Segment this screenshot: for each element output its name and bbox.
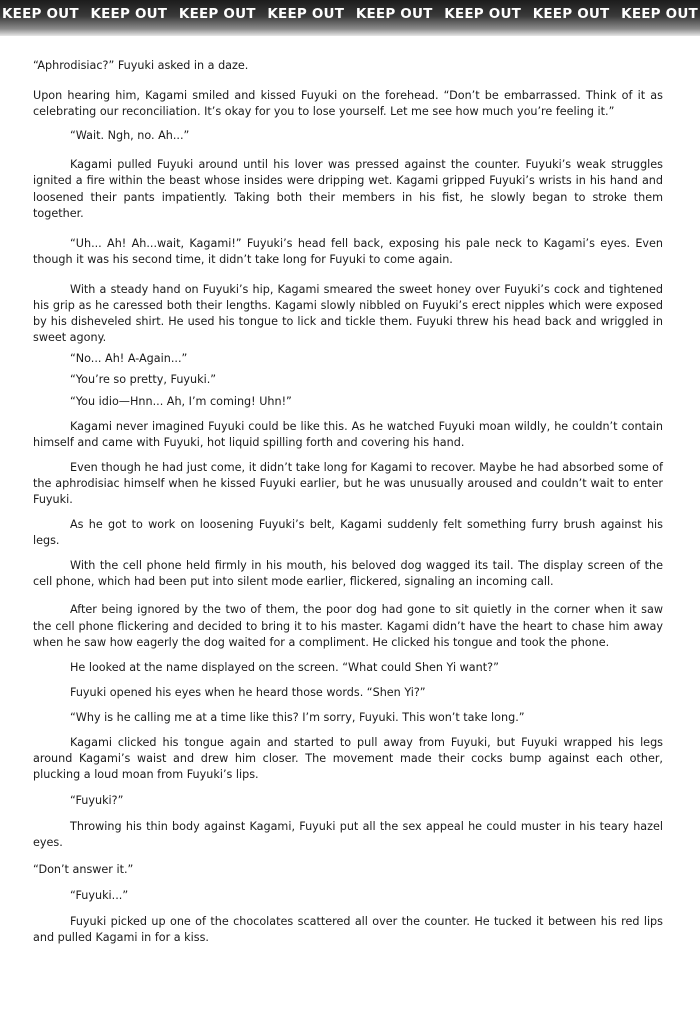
paragraph: “You idio—Hnn... Ah, I’m coming! Uhn!” xyxy=(70,394,292,408)
story-text xyxy=(33,58,663,946)
banner-word: KEEP OUT xyxy=(444,6,522,22)
paragraph: Fuyuki picked up one of the chocolates scattered all over the counter. He tucked it between his red lips and pulled Kagami in for a kiss. xyxy=(33,914,663,944)
banner-word: KEEP OUT xyxy=(2,6,79,22)
banner-word: KEEP OUT xyxy=(267,6,345,22)
paragraph: “Why is he calling me at a time like this? I’m sorry, Fuyuki. This won’t take long.” xyxy=(70,710,525,724)
banner-word: KEEP OUT xyxy=(90,6,168,22)
paragraph: “Fuyuki?” xyxy=(70,794,124,808)
paragraph: Kagami pulled Fuyuki around until his lover was pressed against the counter. Fuyuki’s weak struggles ignited a fire within the beast whose insides were dripping wet. Kagami gripped Fuyuki’s wrists in his hand and loosened their pants impatiently. Taking both their members in his fist, he slowly began to stroke them together. xyxy=(33,158,663,220)
paragraph: “Wait. Ngh, no. Ah...” xyxy=(70,129,190,143)
paragraph: “Fuyuki...” xyxy=(70,888,129,902)
banner-word: KEEP OUT xyxy=(355,6,433,22)
paragraph: After being ignored by the two of them, the poor dog had gone to sit quietly in the corner when it saw the cell phone flickering and decided to bring it to his master. Kagami didn’t have the heart to chase him away when he saw how eagerly the dog waited for a compliment. He clicked his tongue and took the phone. xyxy=(33,603,663,649)
paragraph: Even though he had just come, it didn’t take long for Kagami to recover. Maybe he had absorbed some of the aphrodisiac himself when he kissed Fuyuki earlier, but he was unusually aroused and couldn’t wait to enter Fuyuki. xyxy=(33,460,663,506)
banner-word: KEEP OUT xyxy=(178,6,256,22)
paragraph: He looked at the name displayed on the screen. “What could Shen Yi want?” xyxy=(70,660,499,674)
paragraph: Upon hearing him, Kagami smiled and kissed Fuyuki on the forehead. “Don’t be embarrassed. Think of it as celebrating our reconciliation. It’s okay for you to lose yourself. Let me see how much you’re feeling it.” xyxy=(33,89,663,119)
paragraph: “You’re so pretty, Fuyuki.” xyxy=(70,373,217,387)
banner-word: KEEP OUT xyxy=(621,6,698,22)
keep-out-banner xyxy=(0,0,700,36)
banner-word: KEEP OUT xyxy=(532,6,610,22)
paragraph: Kagami clicked his tongue again and started to pull away from Fuyuki, but Fuyuki wrapped his legs around Kagami’s waist and drew him closer. The movement made their cocks bump against each other, plucking a loud moan from Fuyuki’s lips. xyxy=(33,736,663,782)
paragraph: “No... Ah! A-Again...” xyxy=(70,352,188,366)
paragraph: “Don’t answer it.” xyxy=(33,862,134,876)
paragraph: Throwing his thin body against Kagami, Fuyuki put all the sex appeal he could muster in his teary hazel eyes. xyxy=(33,820,663,850)
paragraph: “Uh... Ah! Ah...wait, Kagami!” Fuyuki’s head fell back, exposing his pale neck to Kagami’s eyes. Even though it was his second time, it didn’t take long for Fuyuki to come again. xyxy=(33,236,663,266)
paragraph: With the cell phone held firmly in his mouth, his beloved dog wagged its tail. The display screen of the cell phone, which had been put into silent mode earlier, flickered, signaling an incoming call. xyxy=(33,559,663,589)
paragraph: Kagami never imagined Fuyuki could be like this. As he watched Fuyuki moan wildly, he couldn’t contain himself and came with Fuyuki, hot liquid spilling forth and covering his hand. xyxy=(33,419,663,449)
paragraph: As he got to work on loosening Fuyuki’s belt, Kagami suddenly felt something furry brush against his legs. xyxy=(33,518,663,548)
paragraph: Fuyuki opened his eyes when he heard those words. “Shen Yi?” xyxy=(70,685,426,699)
paragraph: “Aphrodisiac?” Fuyuki asked in a daze. xyxy=(33,59,249,72)
paragraph: With a steady hand on Fuyuki’s hip, Kagami smeared the sweet honey over Fuyuki’s cock and tightened his grip as he caressed both their lengths. Kagami slowly nibbled on Fuyuki’s erect nipples which were exposed by his disheveled shirt. He used his tongue to lick and tickle them. Fuyuki threw his head back and wriggled in sweet agony. xyxy=(33,282,663,345)
